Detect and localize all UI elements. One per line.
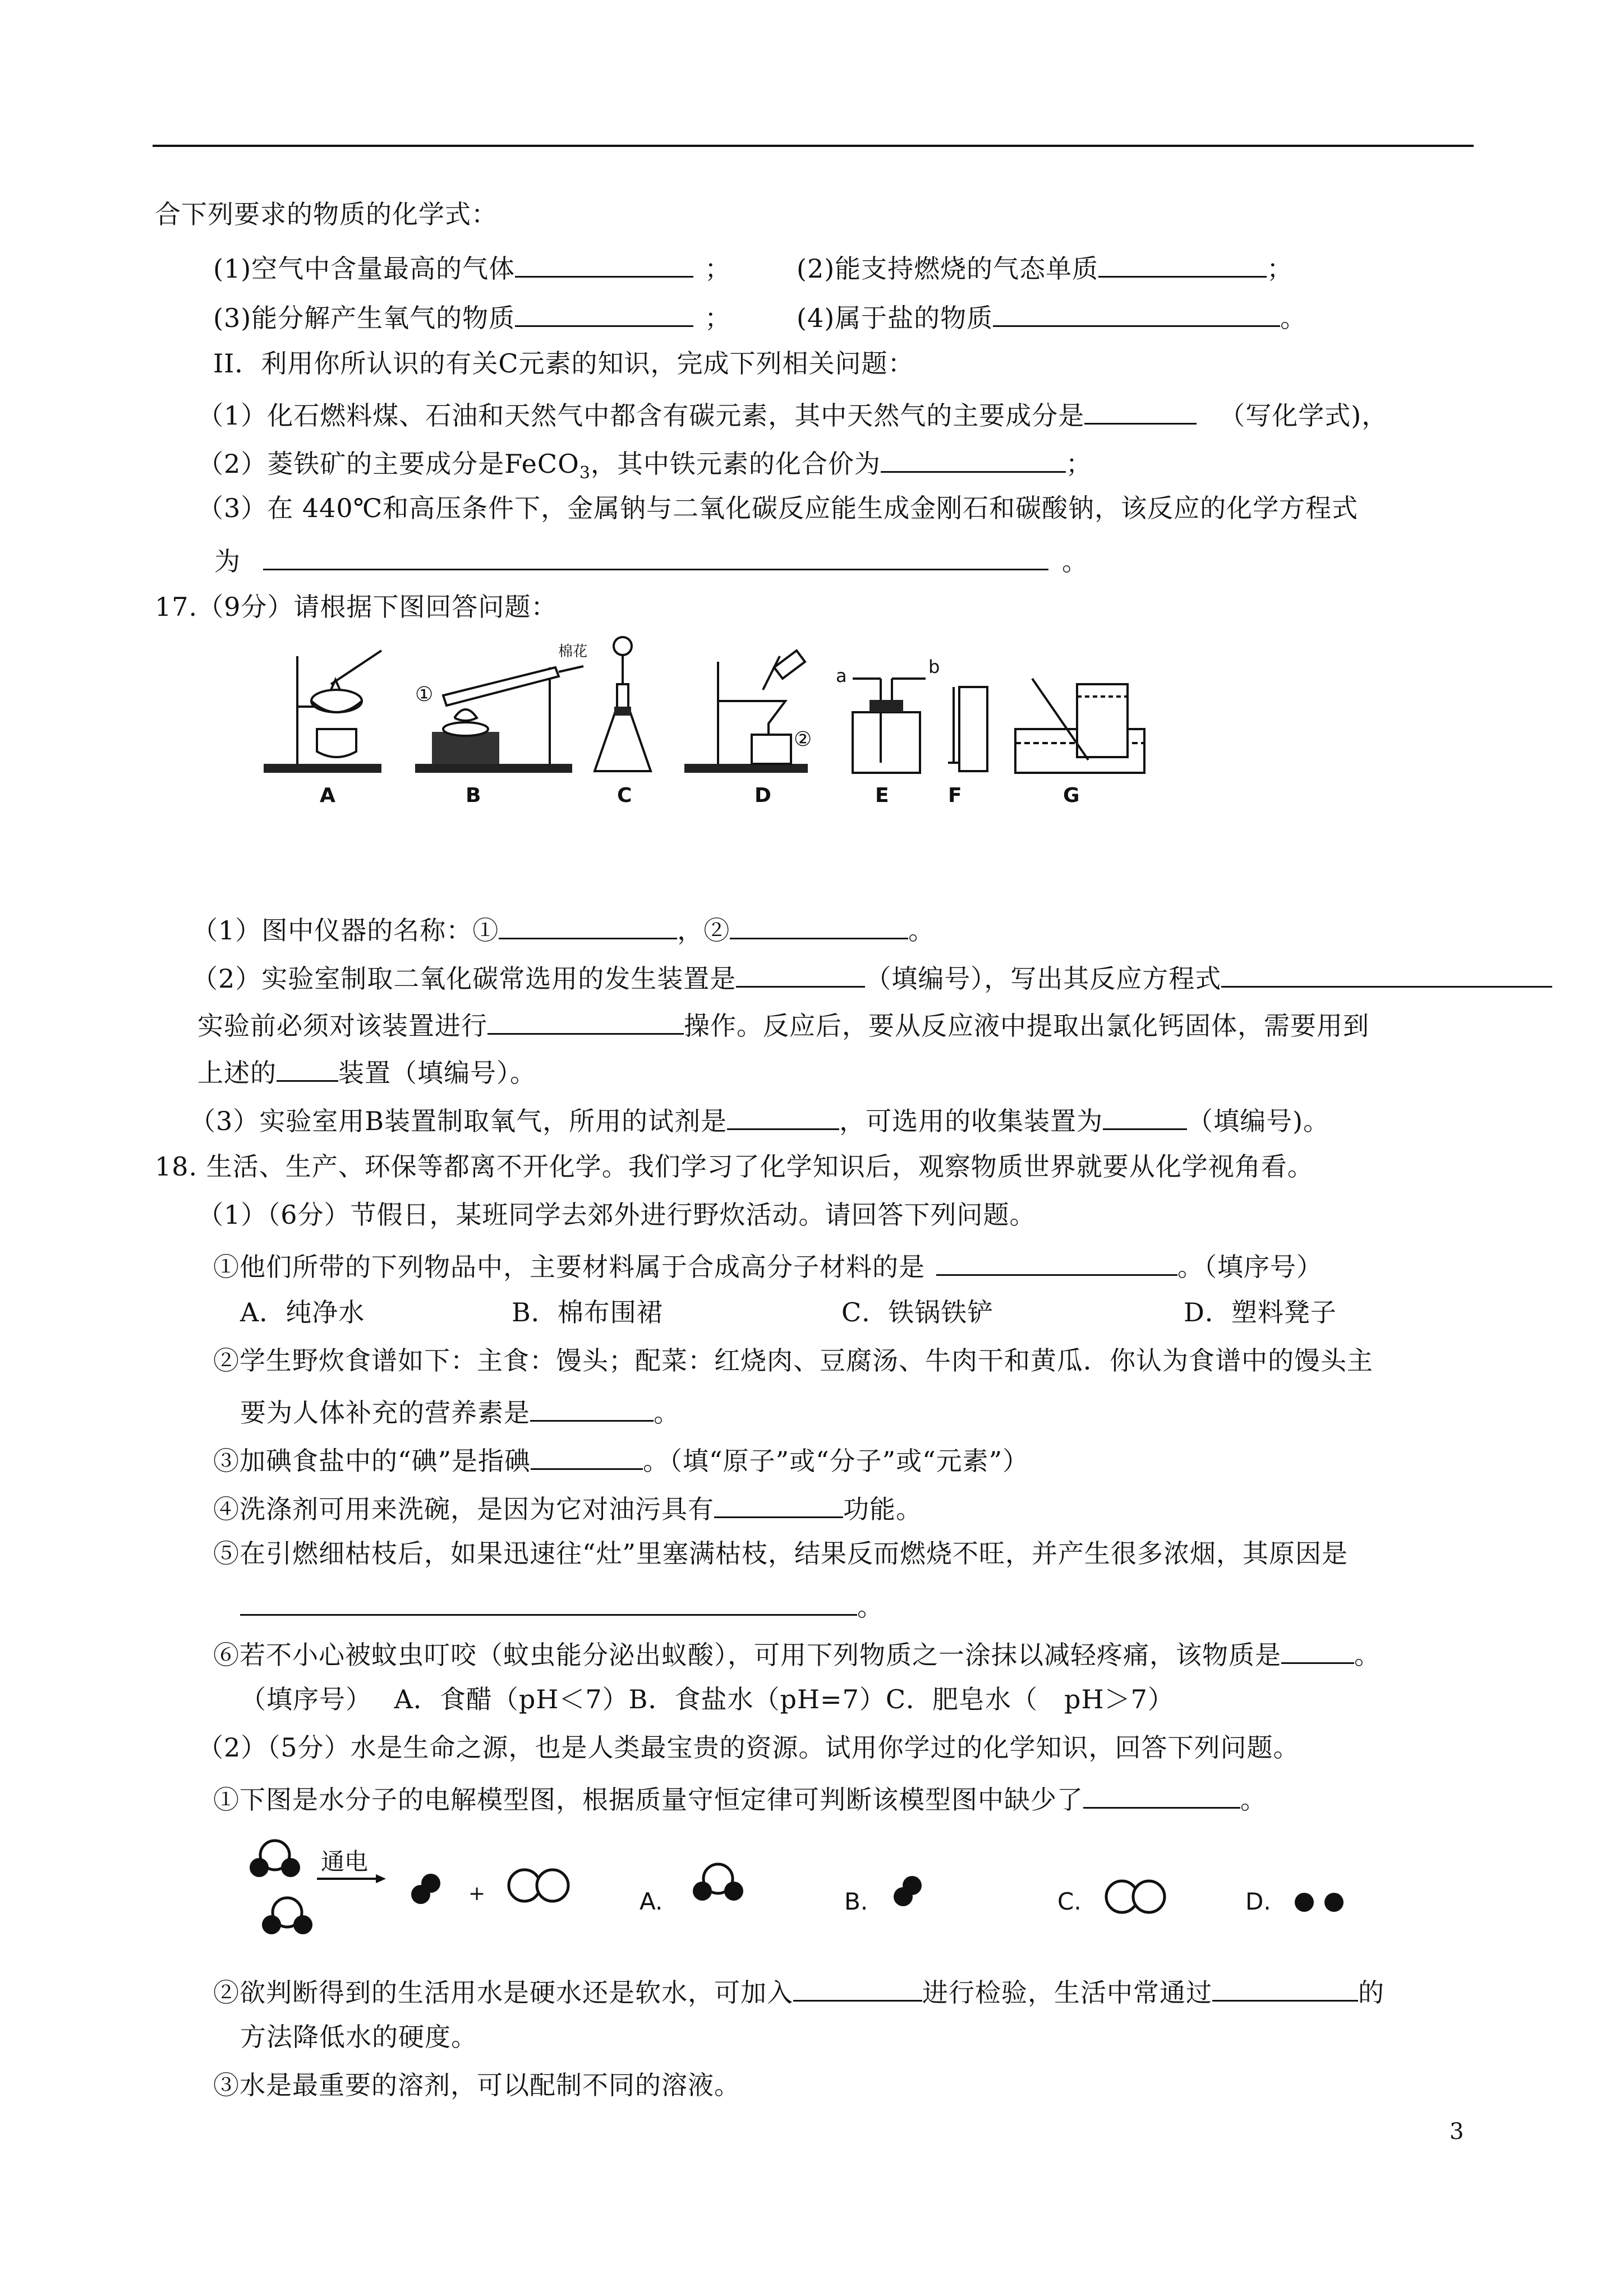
q16-item1 bbox=[213, 248, 731, 285]
q16-intro: 合下列要求的物质的化学式： bbox=[155, 199, 498, 229]
apparatus-g bbox=[1015, 679, 1144, 773]
q16-item1-text: (1)空气中含量最高的气体 bbox=[213, 253, 516, 284]
fig-label-a: A bbox=[320, 784, 335, 807]
q16-p2 bbox=[197, 443, 1092, 490]
q16-p3-prefix: 为 bbox=[214, 546, 241, 577]
fig-label-e: E bbox=[875, 784, 889, 807]
q18-i4-text: ④洗涤剂可用来洗碗，是因为它对油污具有 bbox=[213, 1494, 714, 1524]
plus-sign: + bbox=[468, 1882, 486, 1905]
q18-w2-text: ②欲判断得到的生活用水是硬水还是软水，可加入 bbox=[213, 1977, 793, 2008]
q18-i6 bbox=[213, 1634, 1381, 1672]
q17-s3-text3: （填编号)。 bbox=[1187, 1106, 1330, 1136]
answer-blank[interactable] bbox=[1281, 1634, 1354, 1664]
q17-s2-text6: 装置（填编号）。 bbox=[338, 1058, 536, 1088]
q18-w2-text2: 进行检验，生活中常通过 bbox=[922, 1977, 1212, 2008]
model-option-c: C. bbox=[1057, 1888, 1082, 1915]
fig-mark-2: ② bbox=[794, 728, 812, 751]
q18-i6-end: 。 bbox=[1354, 1640, 1381, 1670]
q17-s1-text: （1）图中仪器的名称：① bbox=[192, 915, 499, 946]
option-c-molecule bbox=[1106, 1881, 1165, 1912]
q17-s1 bbox=[192, 910, 935, 947]
q18-i2: ②学生野炊食谱如下：主食：馒头；配菜：红烧肉、豆腐汤、牛肉干和黄瓜．你认为食谱中的馒头主 bbox=[213, 1345, 1373, 1376]
model-option-a: A. bbox=[640, 1888, 663, 1915]
apparatus-c bbox=[595, 637, 651, 771]
q18-w2-line2: 方法降低水的硬度。 bbox=[240, 2022, 477, 2052]
fig-port-b: b bbox=[928, 656, 940, 677]
q18-i1-end: 。（填序号） bbox=[1177, 1252, 1323, 1282]
q18-i6-line2: （填序号） A．食醋（pH＜7）B．食盐水（pH=7）C．肥皂水（ pH＞7） bbox=[240, 1684, 1174, 1714]
fig-label-b: B bbox=[466, 784, 481, 807]
q18-i3 bbox=[213, 1440, 1029, 1478]
q18-i4-text2: 功能。 bbox=[843, 1494, 922, 1524]
q16-item4-text: (4)属于盐的物质 bbox=[797, 303, 993, 333]
apparatus-f bbox=[948, 687, 987, 771]
q16-item4 bbox=[797, 297, 1306, 335]
answer-blank[interactable] bbox=[263, 541, 1048, 570]
fig-label-f: F bbox=[948, 784, 962, 807]
q18-i2-end: 。 bbox=[654, 1398, 680, 1428]
model-option-d: D. bbox=[1245, 1888, 1271, 1915]
q16-item3-text: (3)能分解产生氧气的物质 bbox=[213, 303, 516, 333]
answer-blank[interactable] bbox=[936, 1246, 1177, 1276]
q18-w1-text: ①下图是水分子的电解模型图，根据质量守恒定律可判断该模型图中缺少了 bbox=[213, 1785, 1083, 1815]
answer-blank[interactable] bbox=[277, 1052, 338, 1082]
q17-title: 17.（9分）请根据下图回答问题： bbox=[155, 592, 558, 622]
answer-blank[interactable] bbox=[1083, 1779, 1240, 1809]
option-d-molecule bbox=[1295, 1893, 1344, 1912]
answer-blank[interactable] bbox=[1084, 395, 1197, 425]
q18-w2-text3: 的 bbox=[1358, 1977, 1384, 2008]
q16-p3-line2 bbox=[214, 541, 1088, 578]
q18-w3: ③水是最重要的溶剂，可以配制不同的溶液。 bbox=[213, 2070, 740, 2100]
q17-s2-line3 bbox=[197, 1052, 536, 1090]
water-molecule-2 bbox=[262, 1898, 312, 1934]
answer-blank[interactable] bbox=[736, 958, 865, 988]
answer-blank[interactable] bbox=[1103, 1100, 1187, 1130]
q16-item3 bbox=[213, 297, 731, 335]
q18-i4 bbox=[213, 1488, 922, 1526]
q18-opt-b: B．棉布围裙 bbox=[512, 1297, 663, 1327]
q18-i5-end: 。 bbox=[857, 1592, 884, 1622]
q18-p1-title: （1）（6分）节假日，某班同学去郊外进行野炊活动。请回答下列问题。 bbox=[197, 1200, 1036, 1230]
q18-i6-text: ⑥若不小心被蚊虫叮咬（蚊虫能分泌出蚁酸），可用下列物质之一涂抹以减轻疼痛，该物质是 bbox=[213, 1640, 1281, 1670]
q18-i2-line2 bbox=[240, 1392, 680, 1430]
fig-mark-1: ① bbox=[415, 683, 434, 706]
arrow-head-icon bbox=[376, 1874, 386, 1883]
q16-p3-end: 。 bbox=[1062, 546, 1088, 577]
q18-title: 18. 生活、生产、环保等都离不开化学。我们学习了化学知识后，观察物质世界就要从化学视角看。 bbox=[155, 1151, 1314, 1182]
q17-s2-text5: 上述的 bbox=[197, 1058, 277, 1088]
q17-s3 bbox=[190, 1100, 1329, 1138]
fig-label-g: G bbox=[1063, 784, 1080, 807]
answer-blank[interactable] bbox=[1098, 248, 1267, 278]
option-a-molecule bbox=[693, 1864, 743, 1901]
q18-i1-text: ①他们所带的下列物品中，主要材料属于合成高分子材料的是 bbox=[213, 1252, 925, 1282]
q16-p3: （3）在 440℃和高压条件下，金属钠与二氧化碳反应能生成金刚石和碳酸钠，该反应的化学方程式 bbox=[197, 493, 1359, 523]
arrow-label: 通电 bbox=[321, 1848, 369, 1875]
answer-blank[interactable] bbox=[530, 1392, 654, 1422]
water-molecule-1 bbox=[250, 1841, 300, 1877]
apparatus-d bbox=[684, 651, 812, 773]
apparatus-b bbox=[415, 643, 587, 773]
q17-s1-end: 。 bbox=[908, 915, 935, 946]
apparatus-a bbox=[264, 651, 381, 773]
q16-p1 bbox=[197, 395, 1388, 432]
q16-p1-text: （1）化石燃料煤、石油和天然气中都含有碳元素，其中天然气的主要成分是 bbox=[197, 400, 1085, 431]
answer-blank[interactable] bbox=[487, 1005, 684, 1035]
q16-p2-end: ； bbox=[1065, 449, 1092, 479]
fig-cotton-label: 棉花 bbox=[558, 643, 588, 660]
q17-s3-text: （3）实验室用B装置制取氧气，所用的试剂是 bbox=[190, 1106, 728, 1136]
q17-s2-text4: 操作。反应后，要从反应液中提取出氯化钙固体，需要用到 bbox=[684, 1011, 1369, 1041]
q16-p2-text2: ，其中铁元素的化合价为 bbox=[590, 449, 881, 479]
header-rule bbox=[153, 145, 1474, 147]
q18-w1-end: 。 bbox=[1240, 1785, 1267, 1815]
fig-label-d: D bbox=[755, 784, 771, 807]
answer-blank[interactable] bbox=[793, 1972, 922, 2002]
lab-apparatus-figure bbox=[247, 634, 1156, 813]
answer-blank[interactable] bbox=[1212, 1972, 1358, 2002]
q17-s1-text2: ，② bbox=[677, 915, 730, 946]
fig-port-a: a bbox=[836, 665, 847, 686]
q17-s2 bbox=[192, 958, 1552, 995]
q18-i3-text: ③加碘食盐中的“碘”是指碘 bbox=[213, 1446, 531, 1476]
answer-blank[interactable] bbox=[1221, 958, 1552, 988]
q17-s2-line2 bbox=[197, 1005, 1369, 1043]
q16-end: 。 bbox=[1280, 303, 1307, 333]
option-b-molecule bbox=[894, 1876, 922, 1906]
answer-blank[interactable] bbox=[499, 910, 677, 939]
q17-s3-text2: ，可选用的收集装置为 bbox=[839, 1106, 1103, 1136]
apparatus-e bbox=[836, 656, 940, 773]
answer-blank[interactable] bbox=[714, 1488, 843, 1518]
q16-p2-text: （2）菱铁矿的主要成分是FeCO bbox=[197, 449, 579, 479]
answer-blank[interactable] bbox=[993, 297, 1280, 327]
q18-w2 bbox=[213, 1972, 1384, 2009]
q16-sep: ； bbox=[705, 253, 732, 284]
answer-blank[interactable] bbox=[515, 248, 693, 278]
subscript: 3 bbox=[579, 463, 591, 483]
q16-item2 bbox=[797, 248, 1293, 285]
q18-opt-c: C．铁锅铁铲 bbox=[841, 1297, 994, 1327]
answer-blank[interactable] bbox=[240, 1586, 857, 1616]
q18-i3-text2: 。（填“原子”或“分子”或“元素”） bbox=[643, 1446, 1029, 1476]
oxygen-molecule bbox=[509, 1870, 568, 1901]
q18-p2-title: （2）（5分）水是生命之源，也是人类最宝贵的资源。试用你学过的化学知识，回答下列问题。 bbox=[197, 1732, 1300, 1763]
water-electrolysis-model bbox=[247, 1834, 1369, 1963]
model-option-b: B. bbox=[844, 1888, 868, 1915]
page-number: 3 bbox=[1450, 2119, 1464, 2145]
q18-i1 bbox=[213, 1246, 1323, 1284]
q16-part2-title: II．利用你所认识的有关C元素的知识，完成下列相关问题： bbox=[213, 348, 914, 379]
fig-label-c: C bbox=[617, 784, 632, 807]
q16-sep: ； bbox=[705, 303, 732, 333]
answer-blank[interactable] bbox=[881, 443, 1066, 473]
answer-blank[interactable] bbox=[727, 1100, 839, 1130]
q18-opt-d: D．塑料凳子 bbox=[1184, 1297, 1337, 1327]
answer-blank[interactable] bbox=[531, 1440, 643, 1470]
q16-item2-text: (2)能支持燃烧的气态单质 bbox=[797, 253, 1099, 284]
answer-blank[interactable] bbox=[730, 910, 908, 939]
q18-i5-line2 bbox=[240, 1586, 884, 1624]
q18-opt-a: A．纯净水 bbox=[240, 1297, 365, 1327]
answer-blank[interactable] bbox=[515, 297, 693, 327]
q17-s2-text3: 实验前必须对该装置进行 bbox=[197, 1011, 487, 1041]
q18-i2-text: 要为人体补充的营养素是 bbox=[240, 1398, 530, 1428]
hydrogen-molecule bbox=[411, 1874, 440, 1904]
q16-p1-suffix: （写化学式)， bbox=[1219, 400, 1388, 431]
q18-i5: ⑤在引燃细枯枝后，如果迅速往“灶”里塞满枯枝，结果反而燃烧不旺，并产生很多浓烟，其原因是 bbox=[213, 1538, 1349, 1569]
q16-sep: ； bbox=[1267, 253, 1294, 284]
q17-s2-text: （2）实验室制取二氧化碳常选用的发生装置是 bbox=[192, 963, 737, 994]
q18-w1 bbox=[213, 1779, 1267, 1816]
q17-s2-text2: （填编号），写出其反应方程式 bbox=[865, 963, 1222, 994]
